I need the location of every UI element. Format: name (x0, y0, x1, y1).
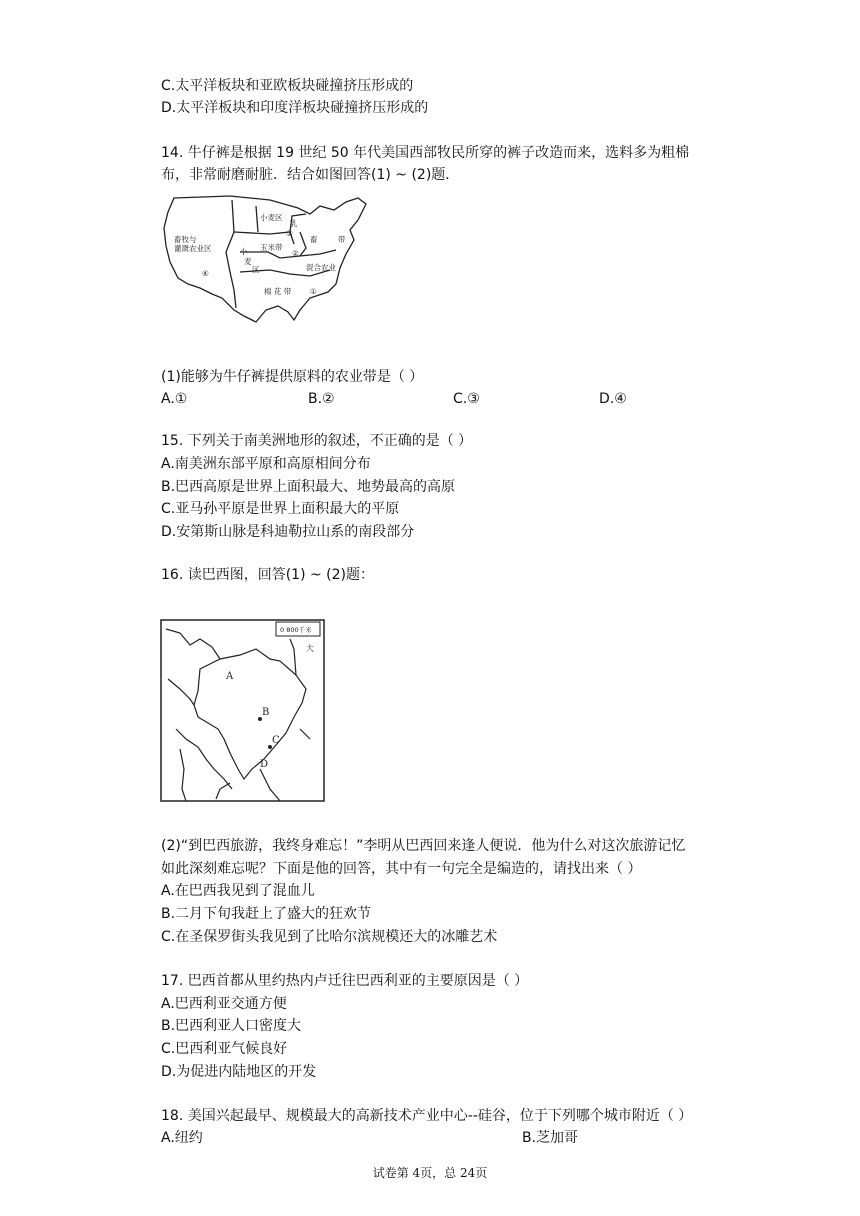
brazil-outline (194, 649, 306, 779)
label-irrigation: 灌溉农业区 (174, 244, 212, 253)
label-wheat: 小麦区 (260, 213, 283, 222)
label-dairy1: 乳 (290, 219, 298, 228)
q15-option-a: A.南美洲东部平原和高原相间分布 (161, 456, 371, 472)
scale-label: 0 800千米 (280, 626, 312, 634)
q17-option-b: B.巴西利亚人口密度大 (161, 1018, 302, 1034)
label-C: C (272, 735, 280, 746)
q17-option-c: C.巴西利亚气候良好 (161, 1041, 288, 1057)
label-small-wheat3: 区 (252, 265, 260, 274)
q17-option-d: D.为促进内陆地区的开发 (161, 1064, 317, 1080)
q16-stem: 16. 读巴西图，回答(1) ~ (2)题： (161, 567, 375, 583)
q13-option-d: D.太平洋板块和印度洋板块碰撞挤压形成的 (161, 100, 429, 116)
label-cotton: 棉 花 带 (264, 287, 292, 296)
label-small-wheat1: 小 (240, 247, 248, 256)
label-mixed: 混合农业 (306, 263, 336, 272)
label-n3: ③ (286, 229, 293, 238)
q14-option-d: D.④ (599, 391, 627, 407)
q16-sub2-line1: (2)“到巴西旅游，我终身难忘！”李明从巴西回来逢人便说．他为什么对这次旅游记忆 (161, 838, 686, 854)
q14-stem-line2: 布，非常耐磨耐脏．结合如图回答(1) ~ (2)题． (161, 167, 460, 183)
q14-option-c: C.③ (453, 391, 480, 407)
label-pasture: 畜牧与 (174, 235, 197, 244)
label-n2: ② (292, 249, 299, 258)
q14-sub1: (1)能够为牛仔裤提供原料的农业带是（ ） (161, 369, 424, 385)
q14-stem-line1: 14. 牛仔裤是根据 19 世纪 50 年代美国西部牧民所穿的裤子改造而来，选料多为粗棉 (161, 145, 690, 161)
label-D: D (260, 759, 269, 770)
label-dairy2: 畜 (310, 235, 318, 244)
q16-option-b: B.二月下旬我赶上了盛大的狂欢节 (161, 906, 372, 922)
q15-stem: 15. 下列关于南美洲地形的叙述，不正确的是（ ） (161, 433, 473, 449)
q16-sub2-line2: 如此深刻难忘呢？下面是他的回答，其中有一句完全是编造的，请找出来（ ） (161, 861, 642, 877)
q13-option-c: C.太平洋板块和亚欧板块碰撞挤压形成的 (161, 78, 414, 94)
q18-stem: 18. 美国兴起最早、规模最大的高新技术产业中心--硅谷，位于下列哪个城市附近（ ） (161, 1108, 693, 1124)
label-A: A (226, 671, 234, 682)
label-n4: ④ (202, 269, 209, 278)
q15-option-d: D.安第斯山脉是科迪勒拉山系的南段部分 (161, 524, 415, 540)
brazil-map (160, 619, 325, 802)
q15-option-b: B.巴西高原是世界上面积最大、地势最高的高原 (161, 479, 456, 495)
page-footer: 试卷第 4页，总 24页 (372, 1166, 488, 1180)
q14-option-a: A.① (161, 391, 188, 407)
label-B: B (262, 707, 270, 718)
q18-option-a: A.纽约 (161, 1130, 203, 1146)
usa-agriculture-map (160, 192, 372, 340)
q15-option-c: C.亚马孙平原是世界上面积最大的平原 (161, 501, 400, 517)
q18-option-b: B.芝加哥 (522, 1130, 579, 1146)
q14-option-b: B.② (308, 391, 335, 407)
q16-option-c: C.在圣保罗街头我见到了比哈尔滨规模还大的冰雕艺术 (161, 929, 498, 945)
label-ocean: 大 (306, 644, 314, 653)
q17-stem: 17. 巴西首都从里约热内卢迁往巴西利亚的主要原因是（ ） (161, 973, 529, 989)
label-small-wheat2: 麦 (244, 257, 252, 266)
q17-option-a: A.巴西利亚交通方便 (161, 996, 287, 1012)
label-corn: 玉米带 (260, 243, 283, 252)
q16-option-a: A.在巴西我见到了混血儿 (161, 883, 315, 899)
label-dairy3: 带 (338, 235, 346, 244)
label-n1: ① (310, 287, 317, 296)
